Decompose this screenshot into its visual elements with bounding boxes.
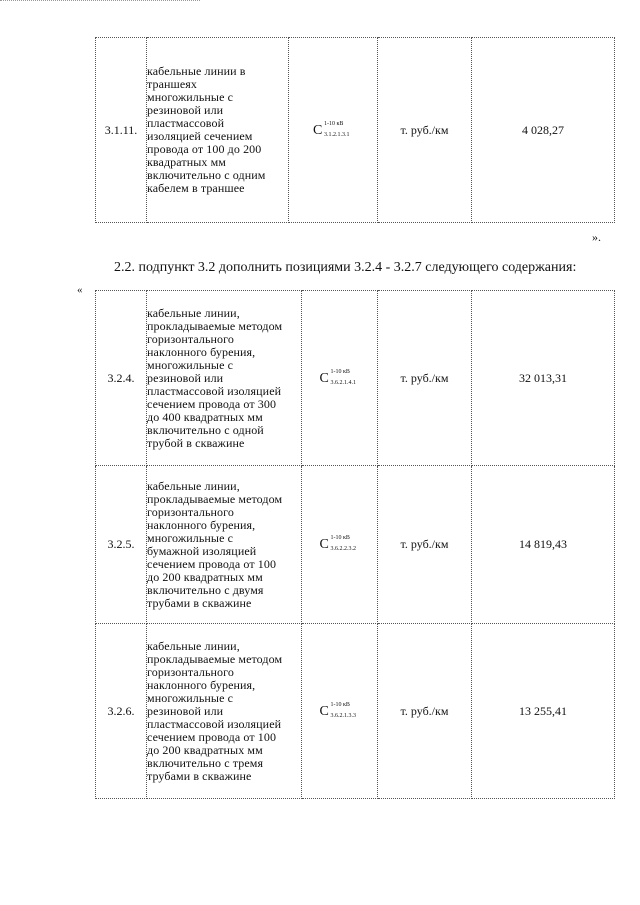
description-line: кабельные линии, (147, 638, 240, 653)
description-line: включительно с двумя (147, 582, 264, 597)
rate-code-subscript: 3.1.2.1.3.1 (324, 131, 350, 138)
table-row (96, 38, 615, 223)
item-description (147, 466, 302, 624)
description-line: траншеях (147, 77, 198, 91)
description-line: до 200 квадратных мм (147, 742, 263, 757)
description-line: кабелем в траншее (147, 181, 245, 195)
description-line: изоляцией сечением (147, 129, 253, 143)
description-line: наклонного бурения, (147, 344, 256, 359)
rate-code-superscript: 1-10 кВ (330, 535, 350, 541)
tariff-table-bottom (95, 290, 615, 799)
rate-code-letter: C (319, 370, 329, 386)
item-number: 3.1.11. (96, 38, 147, 223)
description-line: трубой в скважине (147, 435, 245, 450)
rate-code-subscript: 3.6.2.1.3.3 (330, 712, 356, 719)
rate-code-letter: C (319, 537, 329, 552)
description-line: сечением провода от 100 (147, 729, 277, 744)
item-number: 3.2.5. (96, 466, 147, 624)
item-description (147, 624, 302, 799)
description-line: до 400 квадратных мм (147, 409, 263, 424)
amendment-paragraph: 2.2. подпункт 3.2 дополнить позициями 3.2.4 - 3.2.7 следующего содержания: (114, 260, 577, 275)
rate-code-letter: C (313, 122, 323, 138)
tariff-table-bottom-body (96, 291, 615, 799)
rate-value: 13 255,41 (472, 624, 615, 799)
rate-code-subscript: 3.6.2.1.4.1 (330, 379, 356, 386)
rate-code-symbol (319, 701, 360, 719)
description-line: горизонтального (147, 331, 234, 346)
description-line: наклонного бурения, (147, 517, 256, 532)
opening-quote: « (77, 284, 83, 296)
description-line: квадратных мм (147, 155, 227, 169)
description-line: горизонтального (147, 664, 234, 679)
description-line: трубами в скважине (147, 768, 252, 783)
rate-value: 14 819,43 (472, 466, 615, 624)
unit-of-measure: т. руб./км (378, 291, 472, 466)
item-number: 3.2.4. (96, 291, 147, 466)
description-line: резиновой или (147, 703, 224, 718)
rate-code-symbol (319, 368, 360, 386)
rate-code (289, 38, 378, 223)
description-line: до 200 квадратных мм (147, 569, 263, 584)
description-line: пластмассовой изоляцией (147, 716, 282, 731)
table-row (96, 624, 615, 799)
item-number: 3.2.6. (96, 624, 147, 799)
rate-code-symbol (313, 120, 353, 138)
rate-code-superscript: 1-10 кВ (330, 368, 350, 375)
description-line: включительно с одним (147, 168, 266, 182)
description-line: кабельные линии, (147, 478, 240, 493)
rate-value: 4 028,27 (472, 38, 615, 223)
rate-code (302, 624, 378, 799)
scan-top-edge (0, 0, 200, 3)
description-line: провода от 100 до 200 (147, 142, 262, 156)
description-line: прокладываемые методом (147, 318, 283, 333)
description-line: резиновой или (147, 370, 224, 385)
rate-code (302, 466, 378, 624)
description-line: пластмассовой (147, 116, 225, 130)
rate-value: 32 013,31 (472, 291, 615, 466)
description-line: горизонтального (147, 504, 234, 519)
description-line: пластмассовой изоляцией (147, 383, 282, 398)
description-line: прокладываемые методом (147, 491, 283, 506)
description-line: резиновой или (147, 103, 224, 117)
rate-code-superscript: 1-10 кВ (330, 701, 350, 708)
unit-of-measure: т. руб./км (378, 466, 472, 624)
unit-of-measure: т. руб./км (378, 38, 472, 223)
description-line: многожильные с (147, 530, 234, 545)
description-line: включительно с одной (147, 422, 264, 437)
rate-code-symbol (319, 535, 360, 552)
item-description (147, 38, 289, 223)
tariff-table-top (95, 37, 615, 223)
rate-code-letter: C (319, 703, 329, 719)
rate-code-superscript: 1-10 кВ (324, 120, 344, 127)
description-line: включительно с тремя (147, 755, 264, 770)
description-line: кабельные линии в (147, 64, 246, 78)
description-line: наклонного бурения, (147, 677, 256, 692)
rate-code-subscript: 3.6.2.2.3.2 (330, 546, 356, 552)
description-line: сечением провода от 100 (147, 556, 277, 571)
description-line: сечением провода от 300 (147, 396, 277, 411)
closing-quote: ». (592, 230, 601, 244)
description-line: бумажной изоляцией (147, 543, 257, 558)
description-line: многожильные с (147, 357, 234, 372)
table-row (96, 291, 615, 466)
description-line: кабельные линии, (147, 305, 240, 320)
description-line: прокладываемые методом (147, 651, 283, 666)
unit-of-measure: т. руб./км (378, 624, 472, 799)
rate-code (302, 291, 378, 466)
description-line: многожильные с (147, 90, 234, 104)
description-line: трубами в скважине (147, 595, 252, 610)
description-line: многожильные с (147, 690, 234, 705)
table-row (96, 466, 615, 624)
item-description (147, 291, 302, 466)
tariff-table-top-body (96, 38, 615, 223)
